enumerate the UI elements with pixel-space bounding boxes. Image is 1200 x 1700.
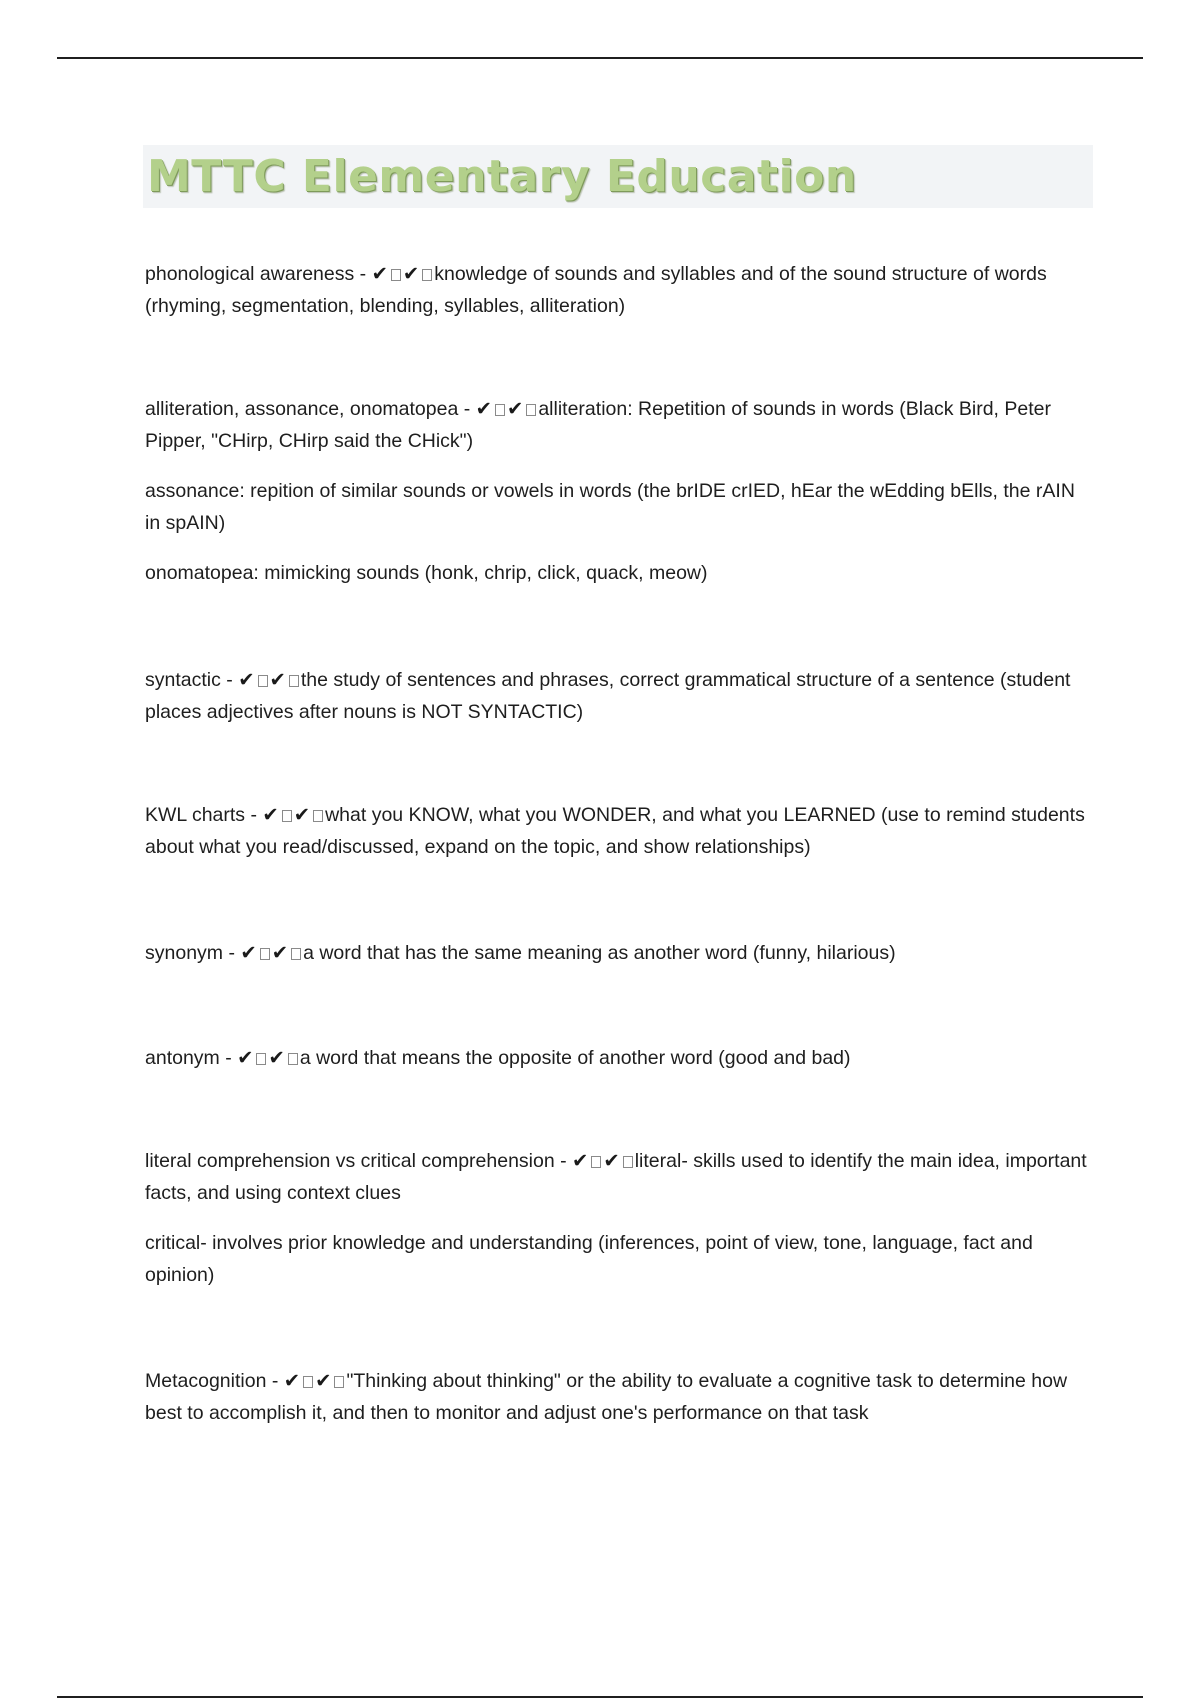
entry-syntactic [145, 664, 1095, 728]
entry-antonym [145, 1042, 1095, 1074]
definition: a word that has the same meaning as another word (funny, hilarious) [303, 942, 896, 964]
definition: a word that means the opposite of another word (good and bad) [299, 1047, 851, 1069]
checkbox-icon [258, 675, 268, 687]
term: syntactic [145, 669, 221, 691]
definition-continued: assonance: repition of similar sounds or vowels in words (the brIDE crIED, hEar the wEdding bElls, the rAIN in spAIN) [145, 480, 1075, 534]
check-icon: ✔ [371, 263, 388, 285]
entry-kwl-charts [145, 799, 1095, 863]
term: Metacognition [145, 1370, 267, 1392]
entry-metacognition [145, 1365, 1095, 1429]
entry-literal-vs-critical-comprehension [145, 1145, 1095, 1291]
term: phonological awareness [145, 263, 355, 285]
separator: - [554, 1150, 573, 1172]
check-icon: ✔ [240, 942, 257, 964]
checkbox-icon [260, 948, 270, 960]
checkbox-icon [591, 1156, 601, 1168]
check-icon: ✔ [572, 1150, 589, 1172]
title-banner [143, 145, 1093, 208]
definition: knowledge of sounds and syllables and of the sound structure of words (rhyming, segmentation, blending, syllables, alliteration) [145, 263, 1047, 317]
entry-alliteration-assonance-onomatopea [145, 393, 1095, 589]
separator: - [354, 263, 372, 285]
check-icon: ✔ [271, 942, 289, 964]
check-icon: ✔ [506, 398, 524, 420]
top-rule [57, 57, 1143, 59]
entry-line [145, 1145, 1095, 1209]
term: literal comprehension vs critical comprehension [145, 1150, 555, 1172]
entry-synonym [145, 937, 1095, 969]
checkbox-icon [289, 675, 299, 687]
checkbox-icon [303, 1376, 313, 1388]
definition: what you KNOW, what you WONDER, and what you LEARNED (use to remind students about what you read/discussed, expand on the topic, and show relationships) [145, 804, 1085, 858]
separator: - [245, 804, 263, 826]
check-icon: ✔ [268, 1047, 285, 1069]
check-icon: ✔ [283, 1370, 301, 1392]
checkbox-icon [422, 269, 432, 281]
term: KWL charts [145, 804, 246, 826]
checkbox-icon [288, 1053, 298, 1065]
checkbox-icon [282, 810, 292, 822]
separator: - [458, 398, 476, 420]
entry-line [145, 393, 1095, 457]
definition-continued: onomatopea: mimicking sounds (honk, chrip, click, quack, meow) [145, 562, 708, 584]
check-icon: ✔ [475, 398, 492, 420]
document-title: MTTC Elementary Education [147, 151, 857, 202]
checkbox-icon [256, 1053, 266, 1065]
term: antonym [145, 1047, 220, 1069]
checkbox-icon [334, 1376, 344, 1388]
entry-line [145, 664, 1095, 728]
entry-line [145, 1042, 1095, 1074]
checkbox-icon [495, 404, 505, 416]
separator: - [219, 1047, 238, 1069]
check-icon: ✔ [269, 669, 286, 691]
check-icon: ✔ [402, 263, 420, 285]
entry-phonological-awareness [145, 258, 1095, 322]
separator: - [266, 1370, 284, 1392]
separator: - [220, 669, 239, 691]
check-icon: ✔ [603, 1150, 620, 1172]
checkbox-icon [313, 810, 323, 822]
definition: "Thinking about thinking" or the ability to evaluate a cognitive task to determine how best to accomplish it, and then to monitor and adjust one's performance on that task [145, 1370, 1068, 1424]
checkbox-icon [526, 404, 536, 416]
definition: literal- skills used to identify the main idea, important facts, and using context clues [145, 1150, 1087, 1204]
check-icon: ✔ [237, 1047, 254, 1069]
check-icon: ✔ [293, 804, 311, 826]
check-icon: ✔ [315, 1370, 332, 1392]
check-icon: ✔ [262, 804, 279, 826]
term: alliteration, assonance, onomatopea [145, 398, 459, 420]
entry-line [145, 258, 1095, 322]
checkbox-icon [623, 1156, 633, 1168]
checkbox-icon [391, 269, 401, 281]
entry-line [145, 799, 1095, 863]
definition-continued: critical- involves prior knowledge and understanding (inferences, point of view, tone, language, fact and opinion) [145, 1232, 1033, 1286]
term: synonym [145, 942, 224, 964]
entry-line [145, 937, 1095, 969]
separator: - [223, 942, 241, 964]
checkbox-icon [291, 948, 301, 960]
bottom-rule [57, 1696, 1143, 1698]
definition: alliteration: Repetition of sounds in words (Black Bird, Peter Pipper, "CHirp, CHirp said the CHick") [145, 398, 1051, 452]
check-icon: ✔ [238, 669, 255, 691]
definition: the study of sentences and phrases, correct grammatical structure of a sentence (student places adjectives after nouns is NOT SYNTACTIC) [145, 669, 1071, 723]
entry-line [145, 1365, 1095, 1429]
